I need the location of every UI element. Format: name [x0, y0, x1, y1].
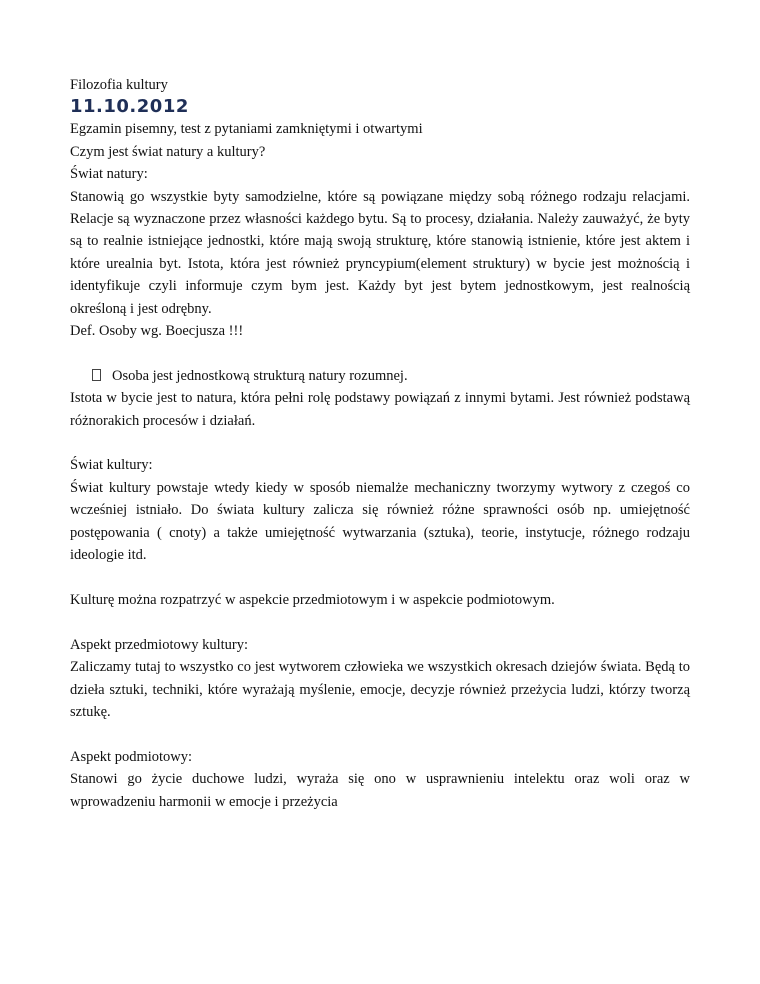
document-page	[70, 74, 690, 813]
definition-bullet	[70, 365, 690, 387]
bullet-text: Osoba jest jednostkową strukturą natury rozumnej.	[112, 367, 408, 384]
definition-line: Def. Osoby wg. Boecjusza !!!	[70, 323, 244, 340]
spacer	[70, 567, 690, 589]
spacer	[70, 342, 690, 364]
bullet-box-icon	[92, 369, 101, 381]
nature-paragraph: Stanowią go wszystkie byty samodzielne, które są powiązane między sobą różnego rodzaju relacjami. Relacje są wyznaczone przez własności każdego bytu. Są to procesy, działania. Należy zauważyć, że byty są to realnie istniejące jednostki, które mają swoją strukturę, które stanowią istnienie, które jest aktem i które urealnia byt. Istota, która jest również pryncypium(element struktury) w bycie jest możnością i identyfikuje czyli informuje czym bym jest. Każdy byt jest bytem jednostkowym, jest realnością określoną i jest odrębny.	[70, 188, 690, 317]
subject-title: Filozofia kultury	[70, 77, 168, 93]
main-question: Czym jest świat natury a kultury?	[70, 143, 266, 160]
culture-paragraph: Świat kultury powstaje wtedy kiedy w sposób niemalże mechaniczny tworzymy wytwory z czegoś co wcześniej istniało. Do świata kultury zalicza się również różne sprawności osób np. umiejętność postępowania ( cnoty) a także umiejętność wytwarzania (sztuka), teorie, instytucje, różnego rodzaju ideologie itd.	[70, 479, 690, 564]
subjective-aspect-heading: Aspekt podmiotowy:	[70, 748, 193, 765]
aspects-line: Kulturę można rozpatrzyć w aspekcie przedmiotowym i w aspekcie podmiotowym.	[70, 591, 555, 608]
subjective-aspect-paragraph: Stanowi go życie duchowe ludzi, wyraża się ono w usprawnieniu intelektu oraz woli oraz w wprowadzeniu harmonii w emocje i przeżycia	[70, 771, 690, 810]
spacer	[70, 611, 690, 633]
nature-heading: Świat natury:	[70, 166, 148, 183]
exam-info: Egzamin pisemny, test z pytaniami zamkniętymi i otwartymi	[70, 121, 423, 138]
istota-paragraph: Istota w bycie jest to natura, która pełni rolę podstawy powiązań z innymi bytami. Jest również podstawą różnorakich procesów i działań.	[70, 390, 690, 429]
spacer	[70, 432, 690, 454]
culture-heading: Świat kultury:	[70, 457, 153, 474]
objective-aspect-heading: Aspekt przedmiotowy kultury:	[70, 636, 249, 653]
spacer	[70, 723, 690, 745]
objective-aspect-paragraph: Zaliczamy tutaj to wszystko co jest wytworem człowieka we wszystkich okresach dziejów świata. Będą to dzieła sztuki, techniki, które wyrażają myślenie, emocje, decyzje również przeżycia ludzi, którzy tworzą sztukę.	[70, 659, 690, 720]
lecture-date: 11.10.2012	[70, 96, 189, 118]
